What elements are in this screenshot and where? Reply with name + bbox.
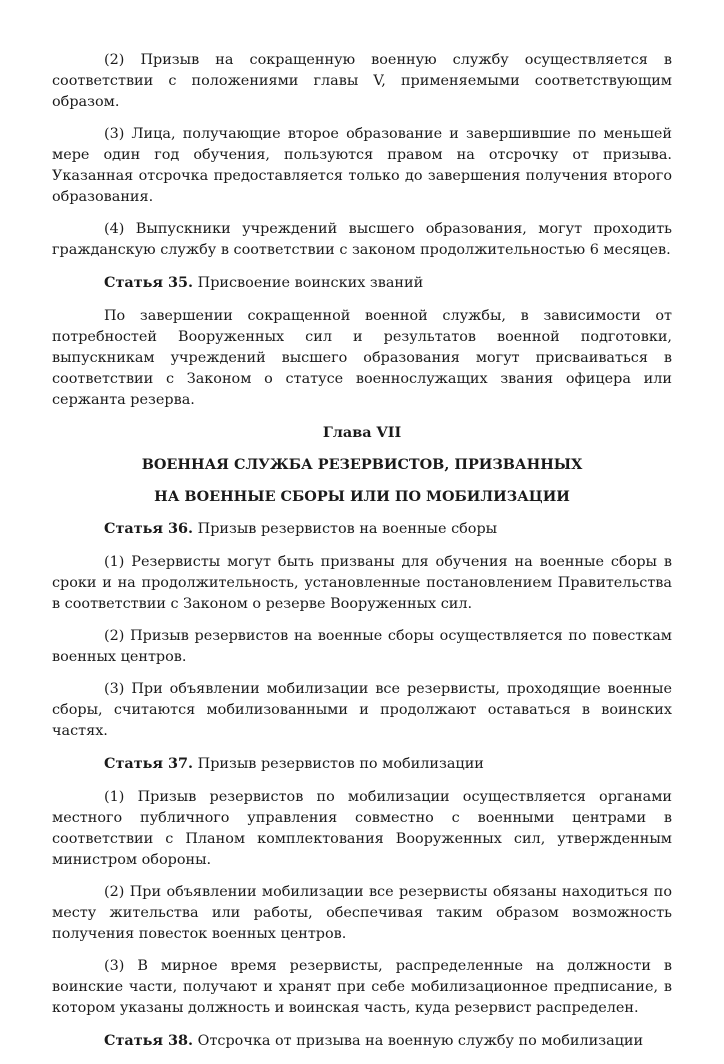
chapter-title-line-1: ВОЕННАЯ СЛУЖБА РЕЗЕРВИСТОВ, ПРИЗВАННЫХ xyxy=(141,456,583,473)
paragraph: (1) Призыв резервистов по мобилизации осуществляется органами местного публичного управления совместно с военными центрами в соответствии с Планом комплектования Вооруженных сил, утвержденным министром обороны. xyxy=(52,789,672,868)
document-page xyxy=(52,50,672,1064)
article-title: Присвоение воинских званий xyxy=(197,275,424,291)
article-title: Призыв резервистов по мобилизации xyxy=(197,756,484,772)
article-number: Статья 35. xyxy=(104,274,194,291)
paragraph: (3) В мирное время резервисты, распределенные на должности в воинские части, получают и хранят при себе мобилизационное предписание, в котором указаны должность и воинская часть, куда резервист распределен. xyxy=(52,958,672,1016)
paragraph: (4) Выпускники учреждений высшего образования, могут проходить гражданскую службу в соответствии с законом продолжительностью 6 месяцев. xyxy=(52,221,672,258)
article-title: Призыв резервистов на военные сборы xyxy=(197,521,498,537)
chapter-number: Глава VII xyxy=(322,424,402,441)
article-number: Статья 36. xyxy=(104,520,194,537)
paragraph: (2) Призыв резервистов на военные сборы осуществляется по повесткам военных центров. xyxy=(52,628,672,665)
paragraph: (2) При объявлении мобилизации все резервисты обязаны находиться по месту жительства или работы, обеспечивая таким образом возможность получения повесток военных центров. xyxy=(52,884,672,942)
paragraph: (3) При объявлении мобилизации все резервисты, проходящие военные сборы, считаются мобилизованными и продолжают оставаться в воинских частях. xyxy=(52,681,672,739)
paragraph: (3) Лица, получающие второе образование и завершившие по меньшей мере один год обучения, пользуются правом на отсрочку от призыва. Указанная отсрочка предоставляется только до завершения получения второго образования. xyxy=(52,126,672,205)
article-heading-36 xyxy=(52,518,672,540)
paragraph: По завершении сокращенной военной службы, в зависимости от потребностей Вооруженных сил и результатов военной подготовки, выпускникам учреждений высшего образования могут присваиваться в соответствии с Законом о статусе военнослужащих звания офицера или сержанта резерва. xyxy=(52,308,672,408)
article-title: Отсрочка от призыва на военную службу по мобилизации xyxy=(197,1033,644,1049)
article-number: Статья 37. xyxy=(104,755,194,772)
article-heading-38 xyxy=(52,1030,672,1052)
paragraph: (1) Резервисты могут быть призваны для обучения на военные сборы в сроки и на продолжительность, установленные постановлением Правительства в соответствии с Законом о резерве Вооруженных сил. xyxy=(52,554,672,612)
article-number: Статья 38. xyxy=(104,1032,194,1049)
article-heading-37 xyxy=(52,753,672,775)
article-heading-35 xyxy=(52,272,672,294)
chapter-title-line-2: НА ВОЕННЫЕ СБОРЫ ИЛИ ПО МОБИЛИЗАЦИИ xyxy=(154,488,570,505)
paragraph: (2) Призыв на сокращенную военную службу осуществляется в соответствии с положениями главы V, применяемыми соответствующим образом. xyxy=(52,52,672,110)
